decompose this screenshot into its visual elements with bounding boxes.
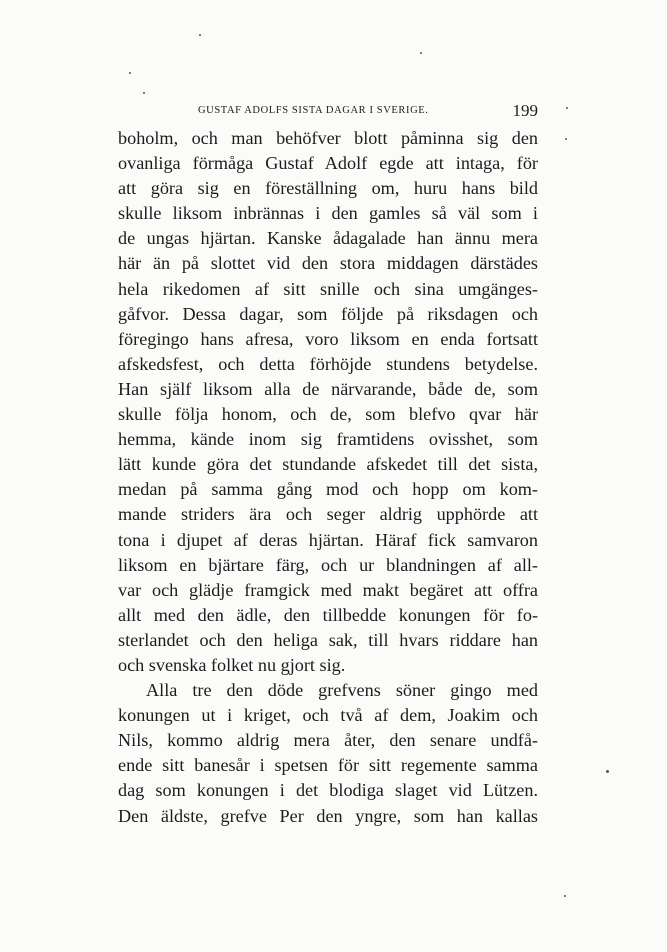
text-line: sterlandet och den heliga sak, till hvars riddare han	[118, 629, 538, 650]
text-line: lätt kunde göra det stundande afskedet till det sista,	[118, 454, 538, 475]
text-line: att göra sig en föreställning om, huru hans bild	[118, 178, 538, 199]
text-line: dag som konungen i det blodiga slaget vid Lützen.	[118, 780, 538, 801]
text-line: mande striders ära och seger aldrig upphörde att	[118, 504, 538, 525]
scan-speck	[564, 895, 566, 897]
scan-speck	[143, 92, 145, 94]
running-title: GUSTAF ADOLFS SISTA DAGAR I SVERIGE.	[198, 105, 429, 116]
text-line: gåfvor. Dessa dagar, som följde på riksdagen och	[118, 303, 538, 324]
text-line: skulle följa honom, och de, som blefvo qvar här	[118, 404, 538, 425]
text-line: medan på samma gång mod och hopp om kom-	[118, 479, 538, 500]
text-line: föregingo hans afresa, voro liksom en enda fortsatt	[118, 328, 538, 349]
text-line: de ungas hjärtan. Kanske ådagalade han ännu mera	[118, 228, 538, 249]
text-line: konungen ut i kriget, och två af dem, Joakim och	[118, 705, 538, 726]
scan-speck	[199, 34, 201, 36]
text-line: skulle liksom inbrännas i den gamles så väl som i	[118, 203, 538, 224]
paragraph-start-line: Alla tre den döde grefvens söner gingo med	[146, 680, 538, 701]
text-line: liksom en bjärtare färg, och ur blandningen af all-	[118, 554, 538, 575]
scan-speck	[129, 72, 131, 74]
paragraph-end-line: och svenska folket nu gjort sig.	[118, 654, 346, 675]
text-line: ende sitt banesår i spetsen för sitt regemente samma	[118, 755, 538, 776]
running-head	[118, 101, 538, 125]
text-line: afskedsfest, och detta förhöjde stundens betydelse.	[118, 353, 538, 374]
text-line: var och glädje framgick med makt begäret att offra	[118, 579, 538, 600]
text-line: allt med den ädle, den tillbedde konungen för fo-	[118, 604, 538, 625]
text-line: Han själf liksom alla de närvarande, både de, som	[118, 378, 538, 399]
text-line: ovanliga förmåga Gustaf Adolf egde att intaga, för	[118, 153, 538, 174]
text-line: Den äldste, grefve Per den yngre, som han kallas	[118, 805, 538, 826]
scan-speck	[565, 138, 567, 140]
page-number: 199	[512, 101, 538, 120]
text-line: Nils, kommo aldrig mera åter, den senare undfå-	[118, 730, 538, 751]
scan-speck	[420, 52, 422, 54]
text-line: hemma, kände inom sig framtidens ovisshet, som	[118, 429, 538, 450]
scan-speck	[606, 770, 609, 773]
text-line: boholm, och man behöfver blott påminna sig den	[118, 128, 538, 148]
text-line: tona i djupet af deras hjärtan. Häraf fick samvaron	[118, 529, 538, 550]
scan-speck	[566, 107, 568, 109]
text-line: hela rikedomen af sitt snille och sina umgänges-	[118, 278, 538, 299]
text-line: här än på slottet vid den stora middagen därstädes	[118, 253, 538, 274]
body-text	[118, 126, 538, 829]
